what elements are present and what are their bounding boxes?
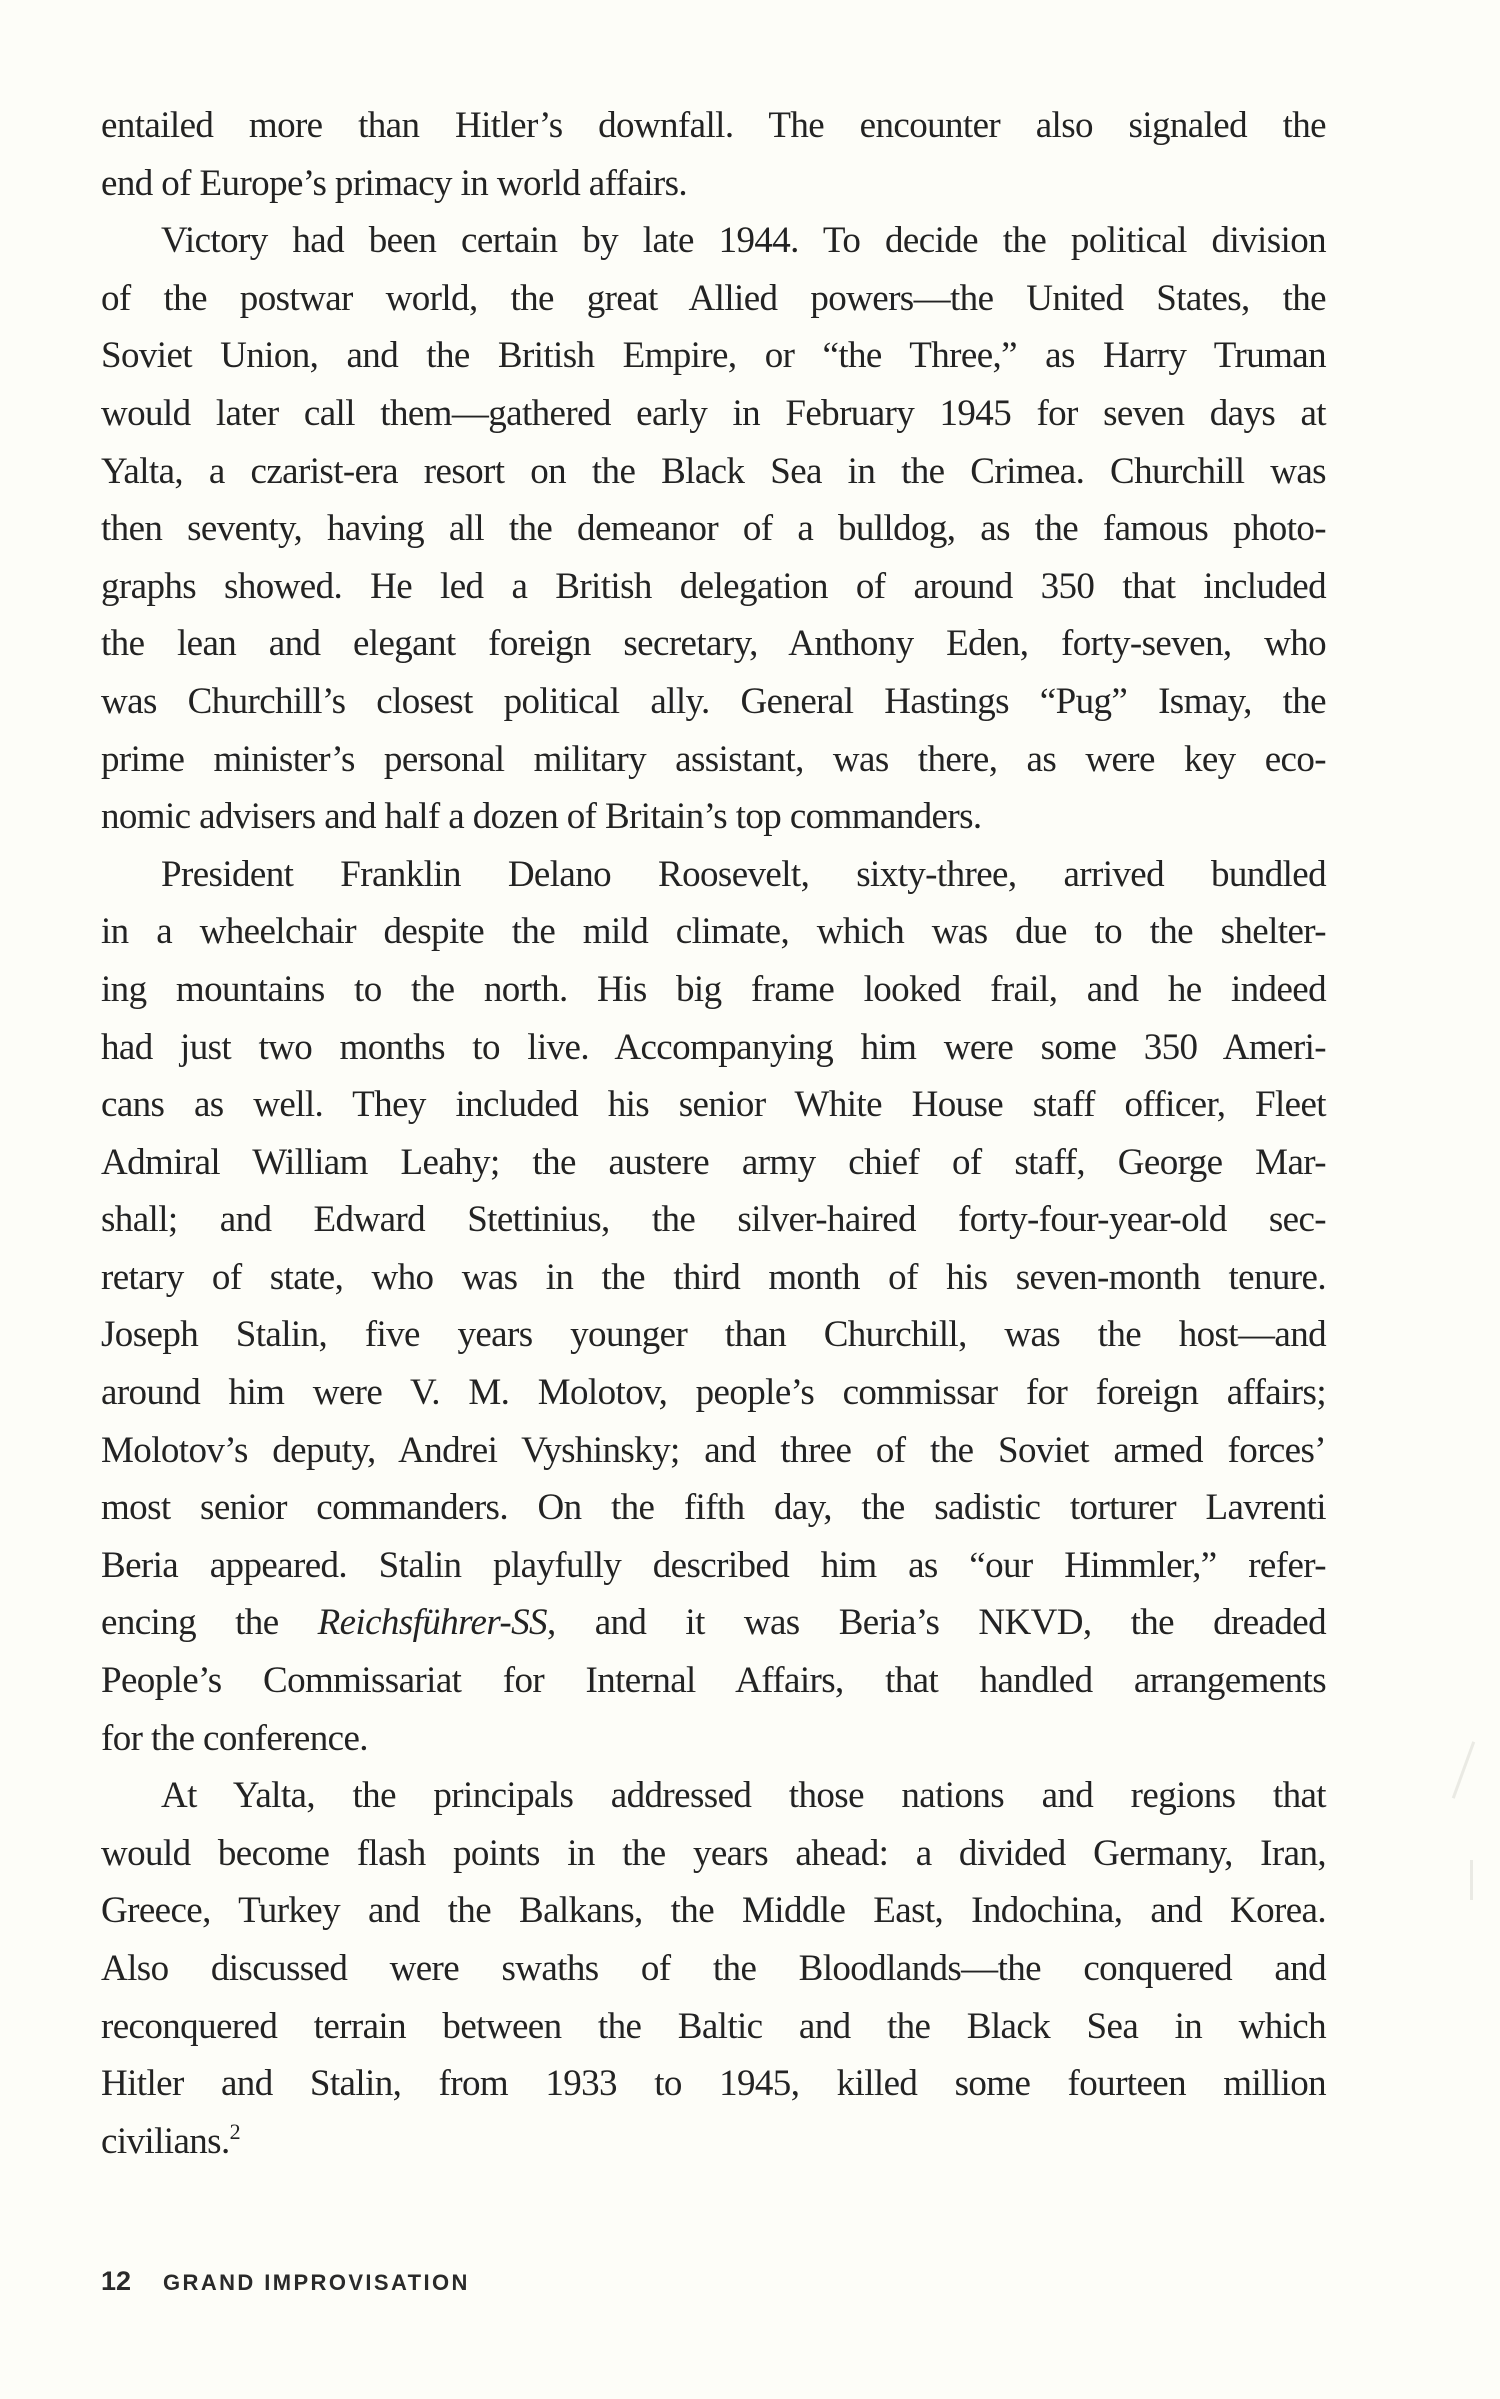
text-line: in a wheelchair despite the mild climate, which was due to the shelter- [101,911,1326,953]
text-line-with-italic [101,1594,1326,1652]
text-line: was Churchill’s closest political ally. General Hastings “Pug” Ismay, the [101,680,1326,722]
text-line: ing mountains to the north. His big frame looked frail, and he indeed [101,968,1326,1010]
italic-term: Reichsführer-SS [317,1602,547,1644]
text-line: Hitler and Stalin, from 1933 to 1945, killed some fourteen million [101,2063,1326,2105]
text-line: Yalta, a czarist-era resort on the Black Sea in the Crimea. Churchill was [101,450,1326,492]
text-line: President Franklin Delano Roosevelt, sixty-three, arrived bundled [161,853,1326,895]
text-line: retary of state, who was in the third month of his seven-month tenure. [101,1256,1326,1298]
text-line: around him were V. M. Molotov, people’s commissar for foreign affairs; [101,1372,1326,1414]
text-line: would later call them—gathered early in February 1945 for seven days at [101,392,1326,434]
text-line: Greece, Turkey and the Balkans, the Middle East, Indochina, and Korea. [101,1890,1326,1932]
page-body [101,97,1326,2170]
scan-artifact [1452,1741,1475,1798]
text-run: civilians. [101,2120,230,2162]
text-line [101,2113,1326,2171]
text-line: reconquered terrain between the Baltic and the Black Sea in which [101,2005,1326,2047]
text-line: had just two months to live. Accompanying him were some 350 Ameri- [101,1026,1326,1068]
text-line: nomic advisers and half a dozen of Britain’s top commanders. [101,796,982,838]
text-run: encing the [101,1602,318,1644]
footnote-reference[interactable]: 2 [229,2118,241,2144]
text-line: entailed more than Hitler’s downfall. The encounter also signaled the [101,105,1326,146]
text-line: then seventy, having all the demeanor of a bulldog, as the famous photo- [101,508,1326,550]
page-footer [101,2266,470,2297]
running-head: GRAND IMPROVISATION [163,2270,470,2295]
text-line: cans as well. They included his senior White House staff officer, Fleet [101,1084,1326,1126]
text-line: Victory had been certain by late 1944. To decide the political division [161,220,1326,262]
text-line: graphs showed. He led a British delegation of around 350 that included [101,565,1326,607]
text-line: At Yalta, the principals addressed those nations and regions that [161,1775,1326,1817]
paragraph-roosevelt-stalin [101,846,1326,1768]
paragraph-yalta-delegations [101,212,1326,846]
text-line: Also discussed were swaths of the Bloodlands—the conquered and [101,1948,1326,1989]
text-line: Admiral William Leahy; the austere army chief of staff, George Mar- [101,1141,1326,1183]
page-number: 12 [101,2266,132,2296]
text-line: shall; and Edward Stettinius, the silver-haired forty-four-year-old sec- [101,1199,1326,1241]
text-line: Beria appeared. Stalin playfully described him as “our Himmler,” refer- [101,1544,1326,1586]
text-line: most senior commanders. On the fifth day, the sadistic torturer Lavrenti [101,1487,1326,1529]
text-line: would become flash points in the years ahead: a divided Germany, Iran, [101,1832,1326,1874]
text-line: for the conference. [101,1717,368,1759]
text-line: Joseph Stalin, five years younger than Churchill, was the host—and [101,1314,1326,1356]
text-line: of the postwar world, the great Allied powers—the United States, the [101,277,1326,319]
text-line: prime minister’s personal military assistant, was there, as were key eco- [101,738,1326,780]
text-line: People’s Commissariat for Internal Affairs, that handled arrangements [101,1660,1326,1702]
paragraph-continuation [101,97,1326,212]
text-line: Soviet Union, and the British Empire, or “the Three,” as Harry Truman [101,335,1326,377]
text-line: Molotov’s deputy, Andrei Vyshinsky; and three of the Soviet armed forces’ [101,1429,1326,1471]
text-line: end of Europe’s primacy in world affairs. [101,162,688,204]
text-line: the lean and elegant foreign secretary, Anthony Eden, forty-seven, who [101,623,1326,665]
paragraph-flash-points [101,1767,1326,2170]
scan-artifact [1470,1860,1473,1900]
text-run: , and it was Beria’s NKVD, the dreaded [546,1602,1326,1644]
